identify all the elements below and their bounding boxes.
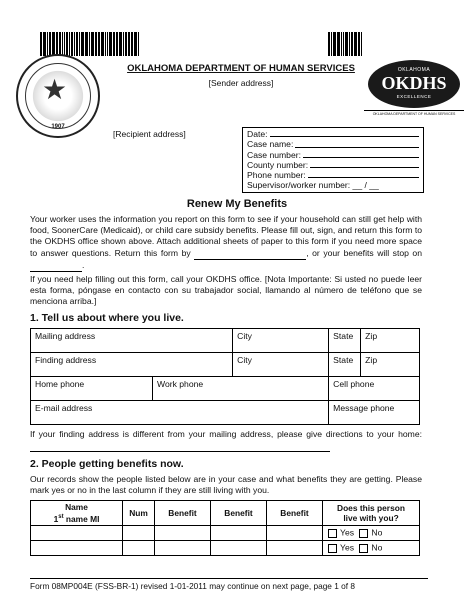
case-name-row [247, 139, 419, 149]
benefit-cell[interactable] [155, 540, 211, 555]
logo-under-text: OKLAHOMA DEPARTMENT OF HUMAN SERVICES [364, 110, 464, 116]
supervisor-row [247, 180, 419, 190]
benefit-cell[interactable] [211, 540, 267, 555]
people-table [30, 500, 420, 556]
num-column-header: Num [123, 501, 155, 526]
name-column-header [31, 501, 123, 526]
city-cell-1[interactable]: City [233, 329, 329, 353]
name-header-sup: st [58, 514, 64, 520]
benefits-stop-date-field[interactable] [30, 260, 82, 272]
date-label: Date: [247, 129, 268, 139]
barcode-bar [109, 32, 112, 56]
benefit-column-header-3: Benefit [267, 501, 323, 526]
mailing-address-cell[interactable]: Mailing address [31, 329, 233, 353]
barcode-bar [66, 32, 68, 56]
case-number-label: Case number: [247, 149, 301, 160]
directions-paragraph [30, 429, 422, 452]
date-row [247, 129, 419, 139]
message-phone-cell[interactable]: Message phone [329, 401, 420, 425]
intro-text-a: Your worker uses the information you report on this form to see if your household can still get help with food, SoonerCare (Medicaid), or child care subsidy benefits. Please fill out, sign, and return this form to the OKDHS office shown above. Attach additional sheets of paper to this form if you need more space to answer questions. Return this form by [30, 214, 422, 258]
no-label: No [371, 543, 383, 554]
finding-address-cell[interactable]: Finding address [31, 353, 233, 377]
barcode-bar [333, 32, 336, 56]
directions-field[interactable] [30, 440, 330, 452]
barcode-right [328, 32, 363, 56]
barcode-bar [351, 32, 353, 56]
agency-name: OKLAHOMA DEPARTMENT OF HUMAN SERVICES [127, 63, 355, 74]
section-1-heading: 1. Tell us about where you live. [30, 312, 184, 324]
seal-year: 1907 [51, 124, 65, 130]
benefit-cell[interactable] [267, 525, 323, 540]
barcode-bar [134, 32, 137, 56]
barcode-bar [49, 32, 51, 56]
logo-top-text: OKLAHOMA [397, 67, 431, 73]
logo-bottom-text: EXCELLENCE [396, 94, 432, 99]
case-number-field[interactable] [303, 150, 419, 158]
phone-row [31, 377, 420, 401]
date-field[interactable] [270, 129, 419, 137]
lives-with-line2: live with you? [343, 512, 399, 523]
case-info-box [242, 127, 424, 193]
form-footer: Form 08MP004E (FSS-BR-1) revised 1-01-2011 may continue on next page, page 1 of 8 [30, 578, 428, 591]
cell-phone-cell[interactable]: Cell phone [329, 377, 420, 401]
barcode-bar [358, 32, 360, 56]
name-cell[interactable] [31, 540, 123, 555]
state-cell-2[interactable]: State [329, 353, 361, 377]
barcode-bar [361, 32, 362, 56]
name-cell[interactable] [31, 525, 123, 540]
yes-no-cell [323, 525, 420, 540]
barcode-bar [113, 32, 115, 56]
barcode-bar [69, 32, 70, 56]
barcode-bar [349, 32, 350, 56]
help-paragraph: If you need help filling out this form, call your OKDHS office. [Nota Importante: Si usted no puede leer esta forma, póngase en contacto con su trabajador social, llamando al número de teléfono que se menciona arriba.] [30, 274, 422, 307]
benefit-cell[interactable] [267, 540, 323, 555]
return-by-date-field[interactable] [194, 248, 306, 260]
address-table [30, 328, 420, 425]
barcode-bar [71, 32, 73, 56]
sender-address: [Sender address] [208, 78, 274, 88]
no-label: No [371, 528, 383, 539]
name-header-suffix: name MI [63, 513, 100, 524]
supervisor-label: Supervisor/worker number: __ / __ [247, 180, 379, 191]
yes-checkbox[interactable] [328, 529, 337, 538]
no-checkbox[interactable] [359, 529, 368, 538]
barcode-bar [85, 32, 88, 56]
state-seal [16, 54, 100, 138]
barcode-bar [128, 32, 130, 56]
people-row [31, 525, 420, 540]
barcode-bar [74, 32, 75, 56]
city-cell-2[interactable]: City [233, 353, 329, 377]
finding-row [31, 353, 420, 377]
county-number-label: County number: [247, 159, 309, 170]
section-2-intro: Our records show the people listed below are in your case and what benefits they are getting. Please mark yes or no in the last column if they are still living with you. [30, 474, 422, 496]
barcode-bar [43, 32, 46, 56]
email-row [31, 401, 420, 425]
lives-with-column-header [323, 501, 420, 526]
barcode-bar [95, 32, 97, 56]
case-number-row [247, 150, 419, 160]
barcode-bar [328, 32, 330, 56]
phone-number-row [247, 170, 419, 180]
yes-checkbox[interactable] [328, 544, 337, 553]
lives-with-line1: Does this person [337, 502, 405, 513]
barcode-bar [40, 32, 42, 56]
okdhs-logo [364, 60, 464, 114]
yes-label: Yes [340, 528, 355, 539]
barcode-bar [107, 32, 108, 56]
recipient-address: [Recipient address] [113, 129, 186, 139]
barcode-bar [123, 32, 124, 56]
barcode-bar [79, 32, 80, 56]
barcode-bar [343, 32, 344, 56]
barcode-bar [89, 32, 90, 56]
barcode-bar [56, 32, 58, 56]
name-header-prefix: 1 [53, 513, 59, 524]
county-number-row [247, 160, 419, 170]
barcode-bar [341, 32, 342, 56]
barcode-bar [47, 32, 48, 56]
name-header-line2 [33, 512, 120, 524]
barcode-bar [59, 32, 61, 56]
intro-paragraph: Your worker uses the information you report on this form to see if your household can still get help with food, SoonerCare (Medicaid), or child care subsidy benefits. Please fill out, sign, and return this form to the OKDHS office shown above. Attach additional sheets of paper to this form if you need more space to answer questions. Return this form by , or your benefits will stop on . [30, 214, 422, 272]
barcode-bar [116, 32, 118, 56]
barcode-bar [131, 32, 133, 56]
barcode-bar [337, 32, 340, 56]
form-title: Renew My Benefits [186, 198, 288, 210]
section-2-heading: 2. People getting benefits now. [30, 458, 184, 470]
benefit-column-header-1: Benefit [155, 501, 211, 526]
phone-number-label: Phone number: [247, 170, 306, 181]
county-number-field[interactable] [310, 160, 419, 168]
work-phone-cell[interactable]: Work phone [153, 377, 329, 401]
name-header-line1: Name [65, 502, 88, 512]
no-checkbox[interactable] [359, 544, 368, 553]
people-header-row [31, 501, 420, 526]
people-row [31, 540, 420, 555]
logo-main-text: OKDHS [381, 73, 447, 93]
barcode-bar [81, 32, 84, 56]
intro-text-b: or your benefits will stop on [312, 247, 422, 258]
barcode-bar [62, 32, 63, 56]
yes-no-cell [323, 540, 420, 555]
case-name-field[interactable] [295, 139, 419, 147]
yes-label: Yes [340, 543, 355, 554]
barcode-bar [76, 32, 78, 56]
barcode-bar [345, 32, 348, 56]
benefit-cell[interactable] [155, 525, 211, 540]
barcode-bar [354, 32, 357, 56]
case-name-label: Case name: [247, 139, 294, 150]
seal-star-icon: ★ [42, 74, 68, 105]
num-cell[interactable] [123, 540, 155, 555]
barcode-left [40, 32, 140, 56]
barcode-bar [52, 32, 55, 56]
mailing-row [31, 329, 420, 353]
phone-number-field[interactable] [308, 170, 419, 178]
barcode-bar [64, 32, 65, 56]
zip-cell-1[interactable]: Zip [361, 329, 420, 353]
barcode-bar [101, 32, 104, 56]
barcode-bar [91, 32, 94, 56]
barcode-bar [138, 32, 139, 56]
barcode-bar [119, 32, 122, 56]
barcode-bar [98, 32, 100, 56]
directions-text: If your finding address is different from your mailing address, please give directions to your home: [30, 429, 422, 439]
barcode-bar [105, 32, 106, 56]
barcode-bar [125, 32, 127, 56]
email-cell[interactable]: E-mail address [31, 401, 329, 425]
benefit-cell[interactable] [211, 525, 267, 540]
num-cell[interactable] [123, 525, 155, 540]
benefit-column-header-2: Benefit [211, 501, 267, 526]
home-phone-cell[interactable]: Home phone [31, 377, 153, 401]
zip-cell-2[interactable]: Zip [361, 353, 420, 377]
barcode-bar [331, 32, 332, 56]
state-cell-1[interactable]: State [329, 329, 361, 353]
